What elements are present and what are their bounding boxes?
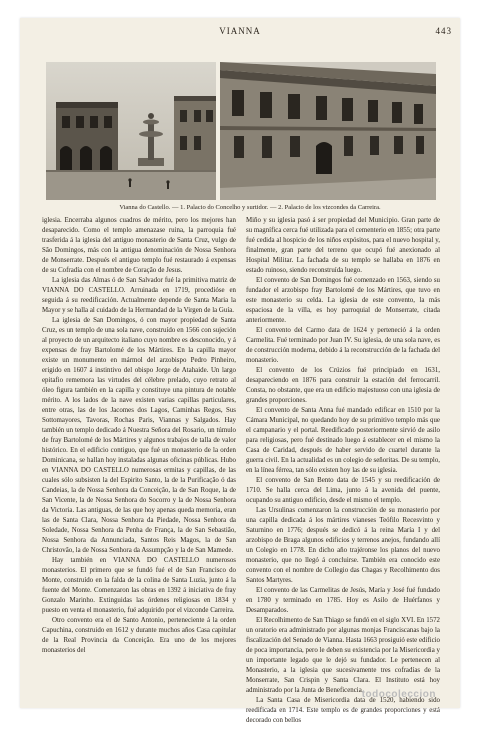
paragraph: El convento del Carmo data de 1624 y perteneció á la orden Carmelita. Fué terminado por Juan IV. Su iglesia, de una sola nave, es de construcción moderna, debido á la reconstrucción de la fachada del monasterio. [246, 327, 440, 364]
watermark: todocoleccion [361, 689, 436, 700]
paragraph: iglesia. Encerraba algunos cuadros de mérito, pero los mejores han desaparecido. Como el templo amenazase ruina, la parroquia fué trasferida á la iglesia del antiguo monasterio de Santa Cruz, vulgo de São Domingos, más con la antigua denominación de Nossa Senhora de Monserrate. Después el antiguo templo fué restaurado á expensas de su Cofradía con el nombre de Coração de Jesus. [42, 217, 236, 274]
page-number: 443 [435, 26, 452, 36]
text-column-left [42, 216, 236, 694]
paragraph: Otro convento era el de Santo Antonio, perteneciente á la orden Capuchina, construido en 1612 y durante muchos años Casa capitular de la Real Provincia da Conceição. Era uno de los mejores monasterios del [42, 617, 236, 654]
paragraph: La iglesia de San Domingos, ó con mayor propiedad de Santa Cruz, es un templo de una sola nave, construído en 1566 con sujeción al proyecto de un arquitecto italiano cuyo nombre es desconocido, y á expensas de fray Bartolomé de los Mártires. En la capilla mayor existe un monumento en mármol del arzobispo Pedro Pinheiro, erigido en 1607 á instintivo del obispo Jorge de Atahaide. Un largo epitafio rememora las virtudes del célebre prelado, cuyo retrato al óleo figura también en la capilla y constituye una pintura de notable mérito. A los lados de la nave existen varias capillas particulares, entre otras, las de los Jacomes dos Lagos, Caminhas Regos, Sus Sottomayores, Tavoras, Rochas Paris, Viannas y Salgados. Hay también un templo dedicado á Nuestra Señora del Rosario, un túmulo de fray Bartolomé de los Mártires y algunos trabajos de talla de valor histórico. En el edificio contiguo, que fué un monasterio de la orden Dominicana, se hallan hoy instaladas algunas oficinas públicas. Hubo en VIANNA DO CASTELLO numerosas ermitas y capillas, de las cuales sólo subsisten la del Espirito Santo, la de la Purificação ó das Candeias, la de Nossa Senhora da Conceição, la de San Roque, la de San Vicente, la de Nossa Senhora do Socorro y la de Nossa Senhora da Victoria. Las antiguas, de las que hoy apenas queda memoria, eran las de Santa Clara, Nossa Senhora da Piedade, Nossa Senhora da Soledade, Nossa Senhora da Penha de França, la de San Sebastião, Nossa Senhora da Annunciada, Santos Reis Magos, la de San Christovão, la de Nossa Senhora da Assumpção y la de San Mamede. [42, 317, 236, 554]
running-head [20, 26, 460, 40]
photo-palacio-concelho [46, 62, 216, 200]
photo-palacio-carreira [220, 62, 436, 200]
paragraph: Miño y su iglesia pasó á ser propiedad del Municipio. Gran parte de su magnífica cerca fué utilizada para el cementerio en 1855; otra parte fué cedida al hospicio de los niños expósitos, para el nuevo hospital y, finalmente, gran parte del terreno que ocupó fué anexionado al Hospital Militar. La fachada de su templo se hallaba en 1876 en estado ruinoso, siendo reconstruída luego. [246, 217, 440, 274]
book-page [20, 18, 460, 724]
paragraph: El convento de las Carmelitas de Jesús, María y José fué fundado en 1780 y terminado en 1785. Hoy es Asilo de Huérfanos y Desamparados. [246, 587, 440, 614]
figure-caption: Vianna do Castello. — 1. Palacio do Concelho y surtidor. — 2. Palacio de los vizcondes da Carreira. [119, 204, 381, 211]
paragraph: La iglesia das Almas ó de San Salvador fué la primitiva matriz de VIANNA DO CASTELLO. Arruinada en 1719, procedióse en seguida á su reedificación. Actualmente depende de Santa Maria la Mayor y se halla al cuidado de la Hermandad de la Virgen de la Guía. [42, 277, 236, 314]
paragraph: El convento de San Bento data de 1545 y su reedificación de 1710. Se halla cerca del Lima, junto á la avenida del puente, ocupando su antiguo edificio, desde el mismo el templo. [246, 477, 440, 504]
paragraph: El convento de Santa Anna fué mandado edificar en 1510 por la Cámara Municipal, no quedando hoy de su primitivo templo más que el campanario y el portal. Reedificado posteriormente sirvió de asilo para religiosas, pero fué destinado luego á establecer en el mismo la Casa de Caridad, después de haber servido de cuartel durante la guerra civil. En la actualidad es un colegio de señoritas. De su templo, en la línea férrea, tan sólo existen hoy las de su iglesia. [246, 407, 440, 474]
photo-figure [46, 62, 436, 200]
paragraph: Las Ursulinas comenzaron la construcción de su monasterio por una capilla dedicada á los mártires vianeses Teófilo Recesvinto y Saturnino en 1776; después se dedicó á la reina María I y del arzobispo de Braga algunos edificios y terrenos anejos, fundando allí un Colegio en 1778. En dicho año trajéronse los planos del nuevo monasterio, que no llegó á concluirse. También era conocido este convento con el nombre de Collegio das Chagas y Recolhimento dos Santos Martyres. [246, 507, 440, 584]
running-title: VIANNA [219, 26, 261, 36]
paragraph: El Recolhimento de San Thiago se fundó en el siglo XVI. En 1572 un oratorio era administrado por algunas monjas Franciscanas bajo la fiscalización del Senado de Vianna. Hasta 1663 prosiguió este edificio de poca importancia, pero le deben su existencia por la Misericordia y un importante legado que le dejó su fundador. Le pertenecen al Monasterio, a la iglesia que sucesivamente tres cofradías de la Monserrate, San Crispin y Santa Clara. El Instituto está hoy administrado por la Junta de Beneficencia. [246, 617, 440, 694]
paragraph: El convento de San Domingos fué comenzado en 1563, siendo su fundador el arzobispo fray Bartolomé de los Mártires, que tuvo en este monasterio su celda. La iglesia de este convento, la más espaciosa de la villa, es hoy parroquial de Monserrate, citada anteriormente. [246, 277, 440, 324]
paragraph: La Santa Casa de Misericordia data de 1520, habiendo sido reedificada en 1714. Este templo es de grandes proporciones y está decorado con bellos [246, 697, 440, 724]
paragraph: Hay también en VIANNA DO CASTELLO numerosos monasterios. El primero que se fundó fué el de San Francisco do Monte, construído en la falda de la colina de Santa Luzia, junto á la fuente del Monte. Comenzaron las obras en 1392 á iniciativa de fray Gonzalo Marinho. Extinguidas las órdenes religiosas en 1834 y puesto en venta el monasterio, fué adquirido por el vizconde Carreira. [42, 557, 236, 614]
paragraph: El convento de los Crúzios fué principiado en 1631, desapareciendo en 1876 para construir la estación del ferrocarril. Consta, no obstante, que era un edificio majestuoso con una iglesia de grandes proporciones. [246, 367, 440, 404]
